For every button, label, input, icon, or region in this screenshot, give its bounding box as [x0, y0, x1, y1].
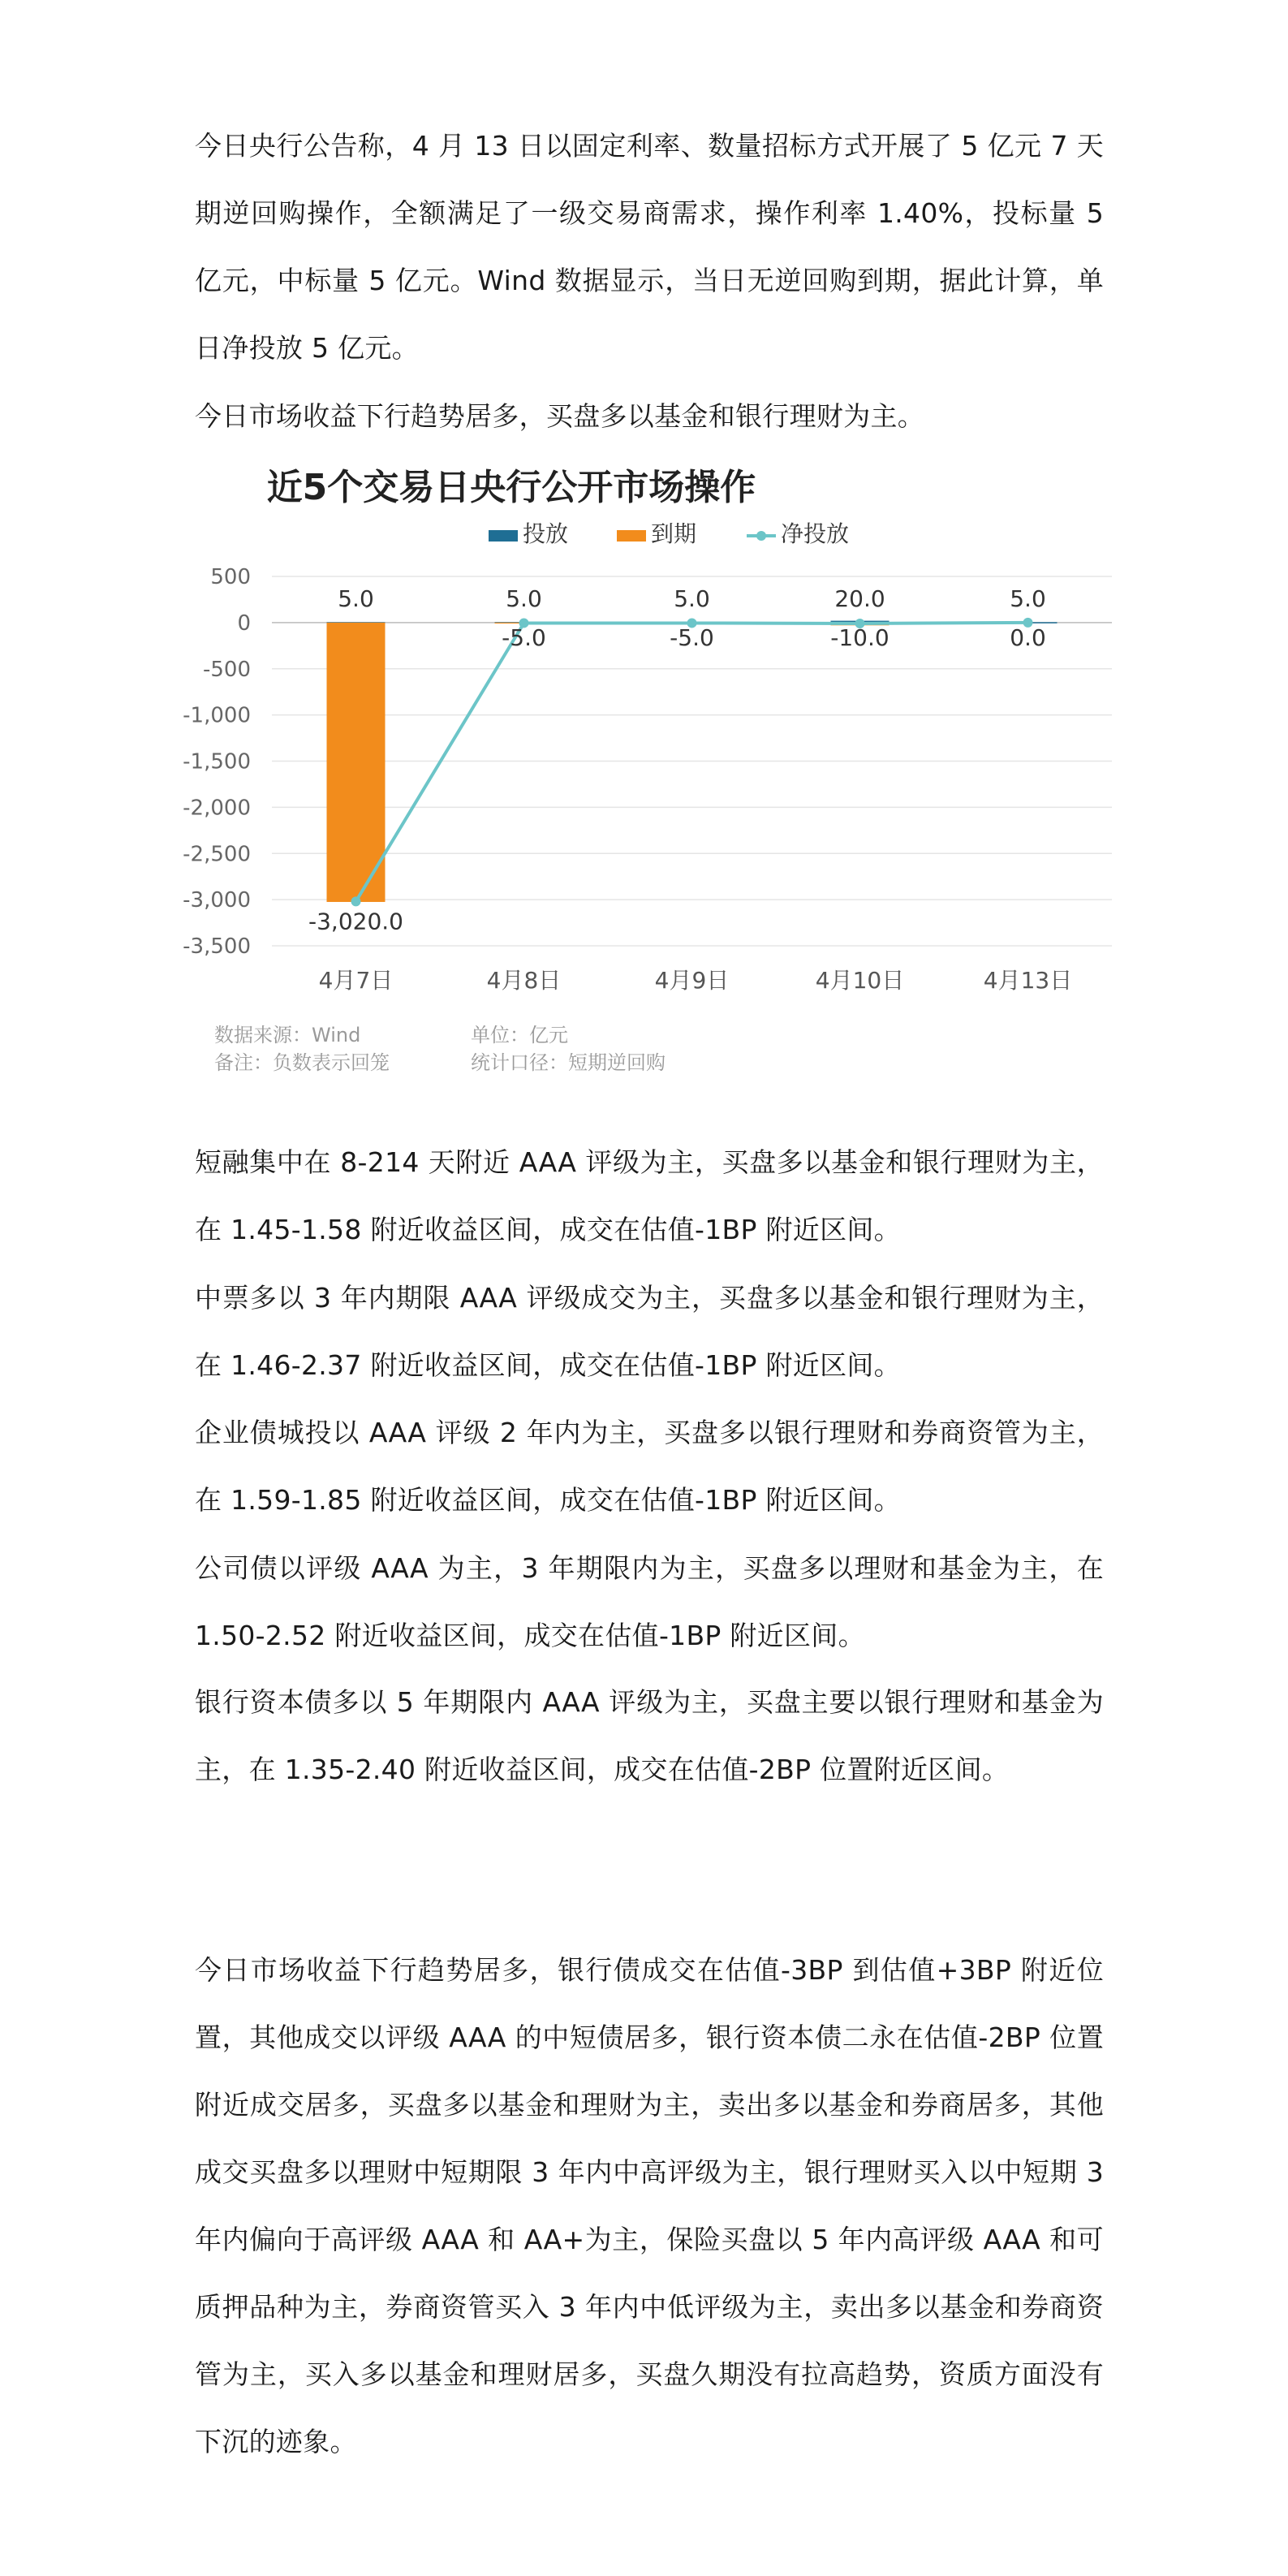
legend-marker-net: [756, 531, 766, 541]
y-tick-label: -3,500: [183, 934, 251, 959]
y-tick-label: -2,500: [183, 842, 251, 867]
net-line-path: [356, 623, 1028, 902]
chart-x-axis: [319, 967, 1073, 994]
omo-chart-svg: [183, 459, 1120, 1108]
note-scope: 统计口径：短期逆回购: [471, 1051, 666, 1074]
omo-chart: [183, 459, 1120, 1108]
data-label-net: -5.0: [670, 624, 714, 651]
paragraph-bank-capital-bonds: 银行资本债多以 5 年期限内 AAA 评级为主，买盘主要以银行理财和基金为主，在 1.35-2.40 附近收益区间，成交在估值-2BP 位置附近区间。: [195, 1686, 1104, 1785]
y-tick-label: -1,000: [183, 703, 251, 728]
data-label-issue: 5.0: [674, 585, 710, 612]
chart-y-axis: [183, 565, 251, 959]
chart-data-labels: [308, 585, 1046, 935]
chart-title: 近5个交易日央行公开市场操作: [266, 467, 756, 508]
note-remark: 备注：负数表示回笼: [214, 1051, 390, 1074]
data-label-net: -5.0: [502, 624, 546, 651]
x-tick-label: 4月8日: [486, 967, 562, 994]
y-tick-label: -2,000: [183, 796, 251, 821]
bar-maturity: [327, 623, 386, 902]
x-tick-label: 4月9日: [654, 967, 730, 994]
x-tick-label: 4月13日: [983, 967, 1073, 994]
legend-swatch-maturity: [617, 530, 646, 542]
data-label-net: -10.0: [830, 624, 890, 651]
x-tick-label: 4月10日: [815, 967, 905, 994]
chart-legend: [489, 520, 849, 547]
paragraph-mtn: 中票多以 3 年内期限 AAA 评级成交为主，买盘多以基金和银行理财为主，在 1.46-2.37 附近收益区间，成交在估值-1BP 附近区间。: [195, 1282, 1104, 1381]
paragraph-short-term-bills: 短融集中在 8-214 天附近 AAA 评级为主，买盘多以基金和银行理财为主，在 1.45-1.58 附近收益区间，成交在估值-1BP 附近区间。: [195, 1146, 1104, 1245]
legend-label-net: 净投放: [781, 520, 850, 547]
data-label-issue: 20.0: [834, 585, 885, 612]
data-label-net: 0.0: [1010, 624, 1046, 651]
net-line-point: [351, 896, 361, 906]
y-tick-label: 0: [237, 611, 251, 636]
paragraph-corporate-bonds: 公司债以评级 AAA 为主，3 年期限内为主，买盘多以理财和基金为主，在 1.50-2.52 附近收益区间，成交在估值-1BP 附近区间。: [195, 1552, 1104, 1651]
note-source: 数据来源：Wind: [214, 1024, 361, 1046]
note-unit: 单位：亿元: [471, 1024, 568, 1046]
x-tick-label: 4月7日: [318, 967, 394, 994]
chart-notes: [214, 1024, 666, 1074]
y-tick-label: -3,000: [183, 888, 251, 913]
paragraph-enterprise-bonds: 企业债城投以 AAA 评级 2 年内为主，买盘多以银行理财和券商资管为主，在 1.59-1.85 附近收益区间，成交在估值-1BP 附近区间。: [195, 1417, 1104, 1516]
data-label-issue: 5.0: [338, 585, 374, 612]
data-label-issue: 5.0: [506, 585, 542, 612]
paragraph-pboc-announcement: 今日央行公告称，4 月 13 日以固定利率、数量招标方式开展了 5 亿元 7 天期逆回购操作，全额满足了一级交易商需求，操作利率 1.40%，投标量 5 亿元，中标量 5 亿元。Wind 数据显示，当日无逆回购到期，据此计算，单日净投放 5 亿元。: [195, 130, 1104, 364]
chart-net-line: [351, 618, 1033, 907]
paragraph-market-summary: 今日市场收益下行趋势居多，买盘多以基金和银行理财为主。: [195, 400, 925, 432]
paragraph-market-trend: 今日市场收益下行趋势居多，银行债成交在估值-3BP 到估值+3BP 附近位置，其他成交以评级 AAA 的中短债居多，银行资本债二永在估值-2BP 位置附近成交居多，买盘多以基金和理财为主，卖出多以基金和券商居多，其他成交买盘多以理财中短期限 3 年内中高评级为主，银行理财买入以中短期 3 年内偏向于高评级 AAA 和 AA+为主，保险买盘以 5 年内高评级 AAA 和可质押品种为主，券商资管买入 3 年内中低评级为主，卖出多以基金和券商资管为主，买入多以基金和理财居多，买盘久期没有拉高趋势，资质方面没有下沉的迹象。: [195, 1954, 1104, 2457]
y-tick-label: -500: [202, 657, 251, 682]
legend-label-issue: 投放: [523, 520, 569, 547]
legend-label-maturity: 到期: [651, 520, 697, 547]
y-tick-label: -1,500: [183, 749, 251, 775]
legend-swatch-issue: [489, 530, 518, 542]
data-label-net: -3,020.0: [308, 908, 403, 935]
data-label-issue: 5.0: [1010, 585, 1046, 612]
y-tick-label: 500: [210, 565, 251, 589]
